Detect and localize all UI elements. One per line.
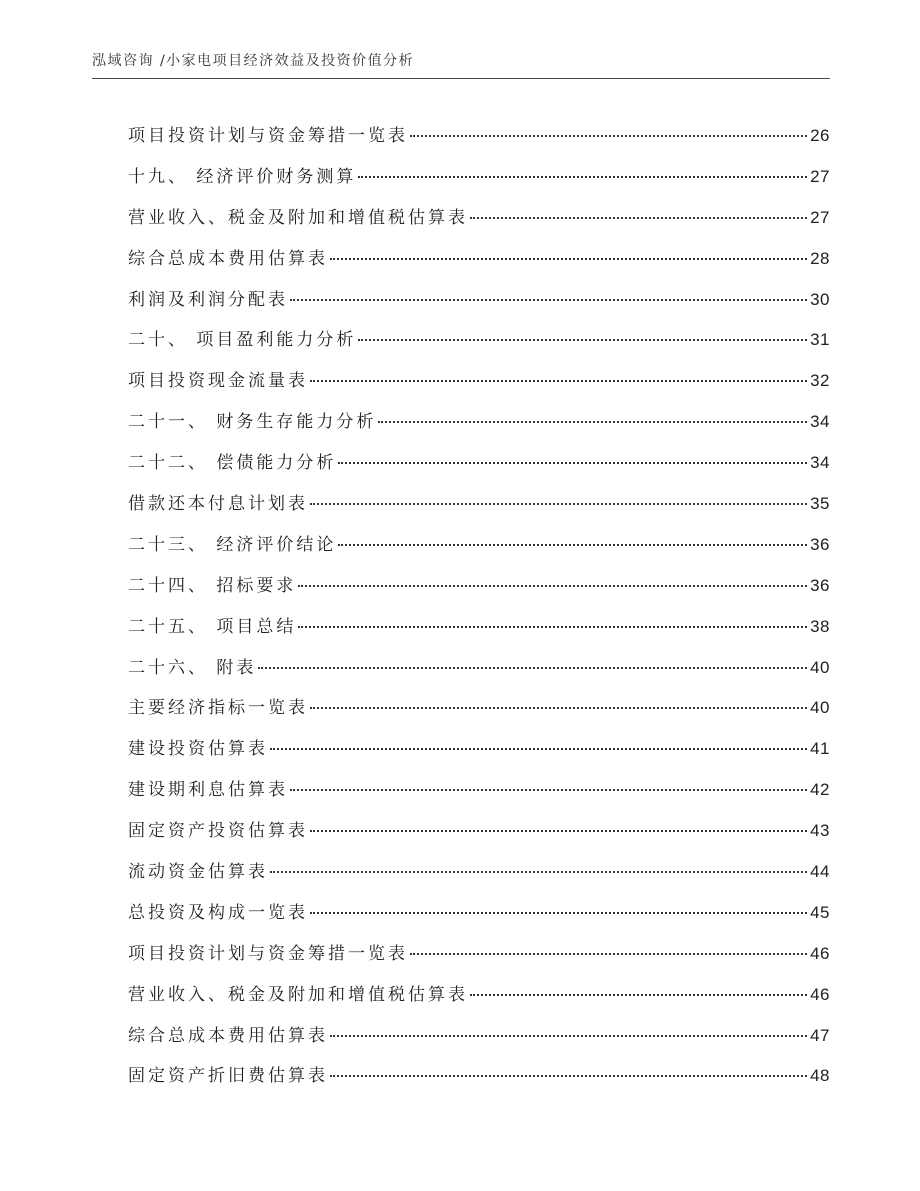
- toc-entry-page-number: 45: [810, 902, 830, 922]
- toc-entry[interactable]: [128, 446, 830, 487]
- toc-entry[interactable]: [128, 364, 830, 405]
- toc-entry-page-number: 40: [810, 698, 830, 718]
- toc-entry[interactable]: [128, 242, 830, 283]
- toc-entry-page-number: 32: [810, 371, 830, 391]
- toc-entry-page-number: 34: [810, 453, 830, 473]
- toc-entry-title: 综合总成本费用估算表: [128, 248, 328, 269]
- header-text: 泓域咨询 /小家电项目经济效益及投资价值分析: [92, 53, 415, 69]
- toc-dot-leader: [338, 544, 807, 546]
- toc-entry-title: 综合总成本费用估算表: [128, 1025, 328, 1046]
- toc-entry-title: 固定资产投资估算表: [128, 821, 308, 842]
- toc-entry[interactable]: [128, 937, 830, 978]
- toc-dot-leader: [310, 912, 807, 914]
- toc-dot-leader: [470, 217, 807, 219]
- toc-entry-page-number: 48: [810, 1066, 830, 1086]
- toc-dot-leader: [358, 339, 807, 341]
- toc-dot-leader: [330, 1075, 807, 1077]
- toc-entry[interactable]: [128, 896, 830, 937]
- toc-entry[interactable]: [128, 978, 830, 1019]
- toc-dot-leader: [310, 503, 807, 505]
- toc-entry-title: 项目投资计划与资金筹措一览表: [128, 943, 408, 964]
- toc-entry-page-number: 44: [810, 862, 830, 882]
- toc-dot-leader: [298, 585, 807, 587]
- toc-entry-title: 营业收入、税金及附加和增值税估算表: [128, 207, 468, 228]
- toc-entry-page-number: 35: [810, 494, 830, 514]
- toc-entry-title: 主要经济指标一览表: [128, 698, 308, 719]
- toc-entry-page-number: 28: [810, 248, 830, 268]
- toc-entry-page-number: 31: [810, 330, 830, 350]
- toc-entry[interactable]: [128, 119, 830, 160]
- toc-entry-page-number: 42: [810, 780, 830, 800]
- toc-entry-title: 营业收入、税金及附加和增值税估算表: [128, 984, 468, 1005]
- toc-entry-page-number: 34: [810, 412, 830, 432]
- toc-dot-leader: [410, 135, 807, 137]
- toc-entry-page-number: 40: [810, 657, 830, 677]
- toc-entry-title: 十九、 经济评价财务测算: [128, 166, 357, 187]
- toc-entry-title: 二十三、 经济评价结论: [128, 534, 337, 555]
- toc-dot-leader: [310, 380, 807, 382]
- toc-entry-page-number: 27: [810, 207, 830, 227]
- toc-entry-page-number: 47: [810, 1025, 830, 1045]
- toc-dot-leader: [270, 748, 807, 750]
- toc-dot-leader: [290, 789, 807, 791]
- toc-entry-page-number: 38: [810, 616, 830, 636]
- toc-entry-title: 建设期利息估算表: [128, 780, 288, 801]
- toc-entry-page-number: 41: [810, 739, 830, 759]
- toc-entry-page-number: 27: [810, 166, 830, 186]
- toc-entry-title: 总投资及构成一览表: [128, 902, 308, 923]
- toc-entry-title: 二十五、 项目总结: [128, 616, 297, 637]
- toc-entry-page-number: 36: [810, 534, 830, 554]
- toc-entry-page-number: 30: [810, 289, 830, 309]
- toc-entry-title: 二十、 项目盈利能力分析: [128, 330, 357, 351]
- toc-entry-title: 利润及利润分配表: [128, 289, 288, 310]
- toc-dot-leader: [470, 994, 807, 996]
- toc-entry[interactable]: [128, 855, 830, 896]
- toc-entry-page-number: 46: [810, 984, 830, 1004]
- toc-entry[interactable]: [128, 651, 830, 692]
- toc-entry[interactable]: [128, 569, 830, 610]
- toc-entry[interactable]: [128, 814, 830, 855]
- toc-entry[interactable]: [128, 1059, 830, 1100]
- toc-entry-title: 项目投资现金流量表: [128, 371, 308, 392]
- toc-entry[interactable]: [128, 160, 830, 201]
- toc-entry[interactable]: [128, 610, 830, 651]
- toc-entry[interactable]: [128, 528, 830, 569]
- toc-entry[interactable]: [128, 773, 830, 814]
- toc-entry-title: 二十六、 附表: [128, 657, 257, 678]
- toc-dot-leader: [270, 871, 807, 873]
- toc-dot-leader: [290, 299, 807, 301]
- toc-entry-title: 项目投资计划与资金筹措一览表: [128, 126, 408, 146]
- toc-entry-title: 二十二、 偿债能力分析: [128, 453, 337, 474]
- toc-dot-leader: [410, 953, 807, 955]
- toc-entry-title: 固定资产折旧费估算表: [128, 1066, 328, 1087]
- toc-entry[interactable]: [128, 283, 830, 324]
- page-header: [92, 50, 830, 79]
- toc-dot-leader: [378, 421, 807, 423]
- toc-dot-leader: [258, 667, 807, 669]
- toc-entry-page-number: 26: [810, 126, 830, 145]
- toc-dot-leader: [338, 462, 807, 464]
- toc-dot-leader: [298, 626, 807, 628]
- toc-entry[interactable]: [128, 732, 830, 773]
- toc-entry[interactable]: [128, 201, 830, 242]
- toc-dot-leader: [330, 1035, 807, 1037]
- toc-entry[interactable]: [128, 405, 830, 446]
- toc-dot-leader: [330, 258, 807, 260]
- toc-entry-title: 借款还本付息计划表: [128, 494, 308, 515]
- toc-dot-leader: [310, 830, 807, 832]
- toc-dot-leader: [358, 176, 807, 178]
- toc-entry-title: 建设投资估算表: [128, 739, 268, 760]
- toc-entry-page-number: 43: [810, 821, 830, 841]
- toc-entry-title: 二十一、 财务生存能力分析: [128, 412, 377, 433]
- toc-entry[interactable]: [128, 487, 830, 528]
- toc-dot-leader: [310, 707, 807, 709]
- toc-entry-title: 二十四、 招标要求: [128, 575, 297, 596]
- toc-entry-title: 流动资金估算表: [128, 862, 268, 883]
- toc-entry[interactable]: [128, 323, 830, 364]
- toc-entry[interactable]: [128, 691, 830, 732]
- toc-entry-page-number: 46: [810, 943, 830, 963]
- toc-entry[interactable]: [128, 1019, 830, 1060]
- table-of-contents: [128, 119, 830, 1100]
- toc-entry-page-number: 36: [810, 575, 830, 595]
